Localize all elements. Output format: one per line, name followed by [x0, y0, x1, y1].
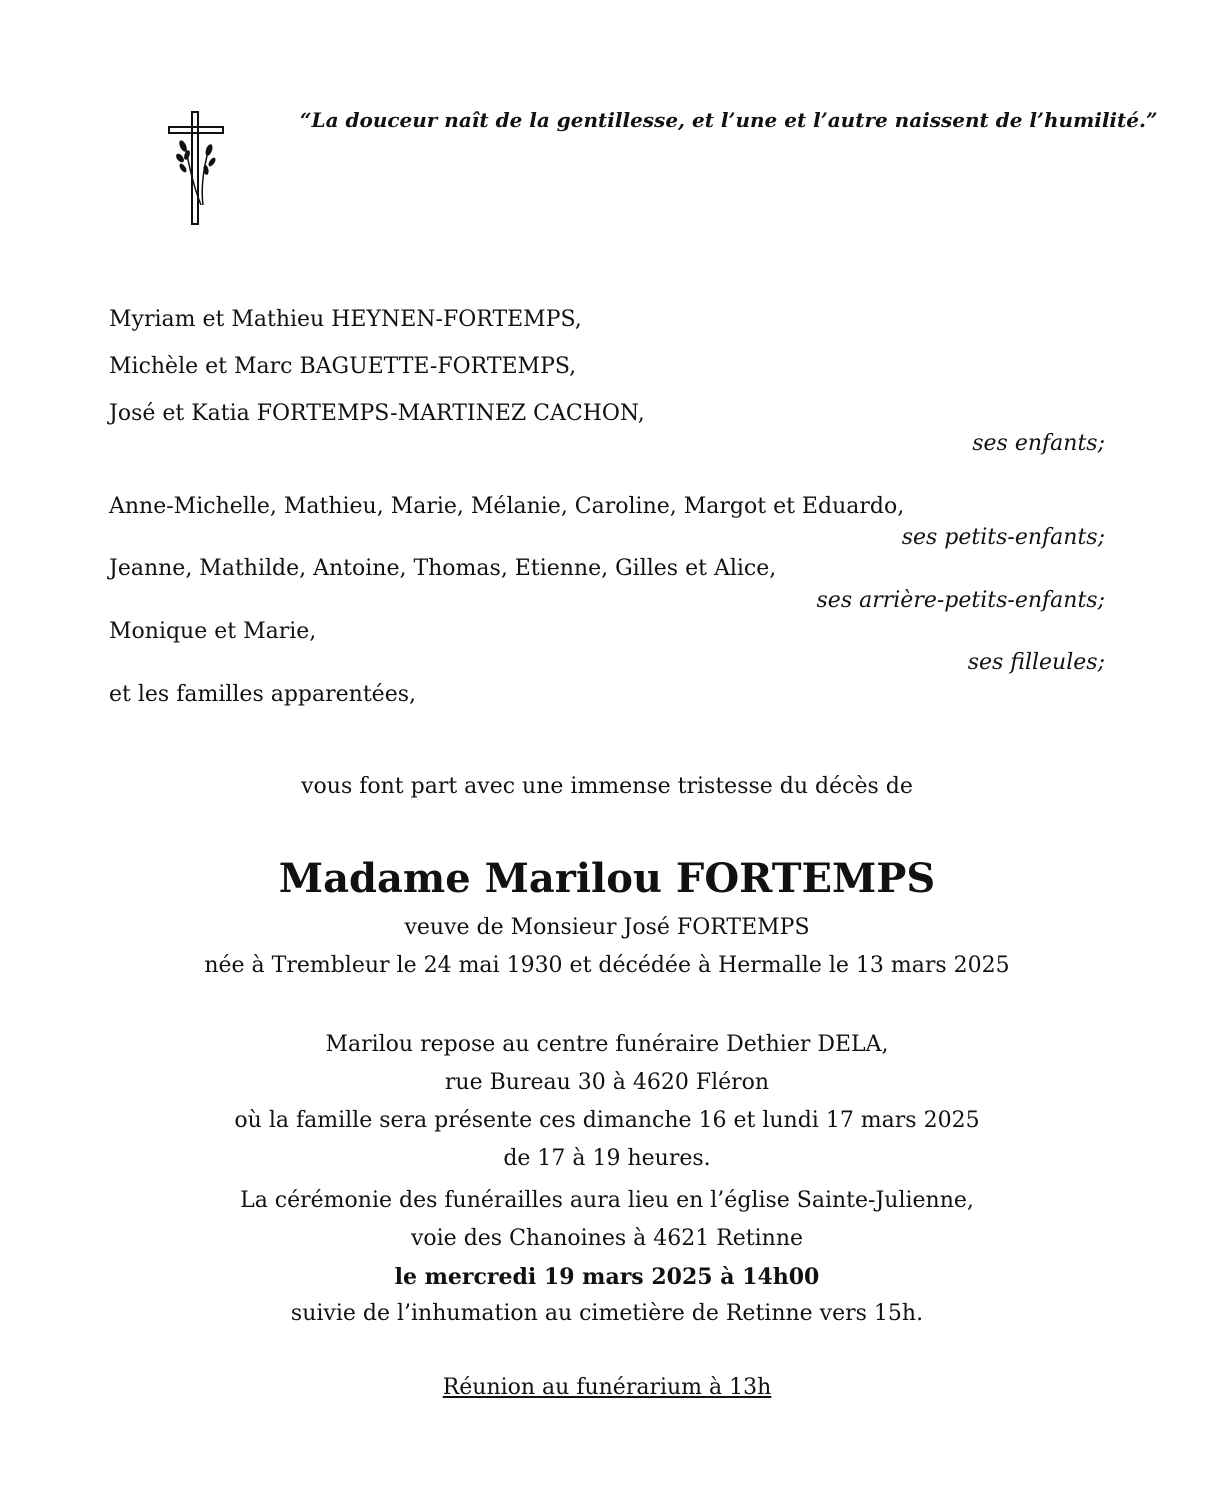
- announcement-intro: vous font part avec une immense tristesse du décès de: [301, 774, 913, 799]
- meeting-note-text: Réunion au funérarium à 13h: [442, 1375, 772, 1400]
- relatives-line: et les familles apparentées,: [109, 682, 416, 707]
- visitation-line-2: rue Bureau 30 à 4620 Fléron: [444, 1070, 770, 1095]
- epigraph-quote: “La douceur naît de la gentillesse, et l’une et l’autre naissent de l’humilité.”: [300, 108, 1158, 132]
- ceremony-line-2: voie des Chanoines à 4621 Retinne: [410, 1226, 804, 1251]
- goddaughters-role: ses filleules;: [967, 650, 1105, 675]
- birth-death-line: née à Trembleur le 24 mai 1930 et décédée à Hermalle le 13 mars 2025: [204, 953, 1010, 978]
- grandchildren-role: ses petits-enfants;: [901, 525, 1105, 550]
- children-role: ses enfants;: [972, 431, 1105, 456]
- ceremony-line-1: La cérémonie des funérailles aura lieu en l’église Sainte-Julienne,: [240, 1188, 974, 1213]
- visitation-line-4: de 17 à 19 heures.: [503, 1146, 711, 1171]
- ceremony-date-time: le mercredi 19 mars 2025 à 14h00: [394, 1264, 820, 1290]
- ceremony-line-4: suivie de l’inhumation au cimetière de Retinne vers 15h.: [290, 1301, 924, 1326]
- child-couple-2: Michèle et Marc BAGUETTE-FORTEMPS,: [109, 354, 577, 379]
- deceased-name: Madame Marilou FORTEMPS: [278, 855, 936, 902]
- widow-of-line: veuve de Monsieur José FORTEMPS: [404, 915, 810, 940]
- cross-with-wheat-icon: [163, 110, 229, 228]
- goddaughters-names: Monique et Marie,: [109, 619, 317, 644]
- child-couple-3: José et Katia FORTEMPS-MARTINEZ CACHON,: [109, 401, 645, 426]
- great-grandchildren-names: Jeanne, Mathilde, Antoine, Thomas, Etienne, Gilles et Alice,: [109, 556, 777, 581]
- meeting-note: [0, 1375, 1214, 1401]
- grandchildren-names: Anne-Michelle, Mathieu, Marie, Mélanie, Caroline, Margot et Eduardo,: [109, 494, 905, 519]
- great-grandchildren-role: ses arrière-petits-enfants;: [816, 588, 1105, 613]
- child-couple-1: Myriam et Mathieu HEYNEN-FORTEMPS,: [109, 307, 582, 332]
- visitation-line-3: où la famille sera présente ces dimanche 16 et lundi 17 mars 2025: [234, 1108, 980, 1133]
- visitation-line-1: Marilou repose au centre funéraire Dethier DELA,: [325, 1032, 889, 1057]
